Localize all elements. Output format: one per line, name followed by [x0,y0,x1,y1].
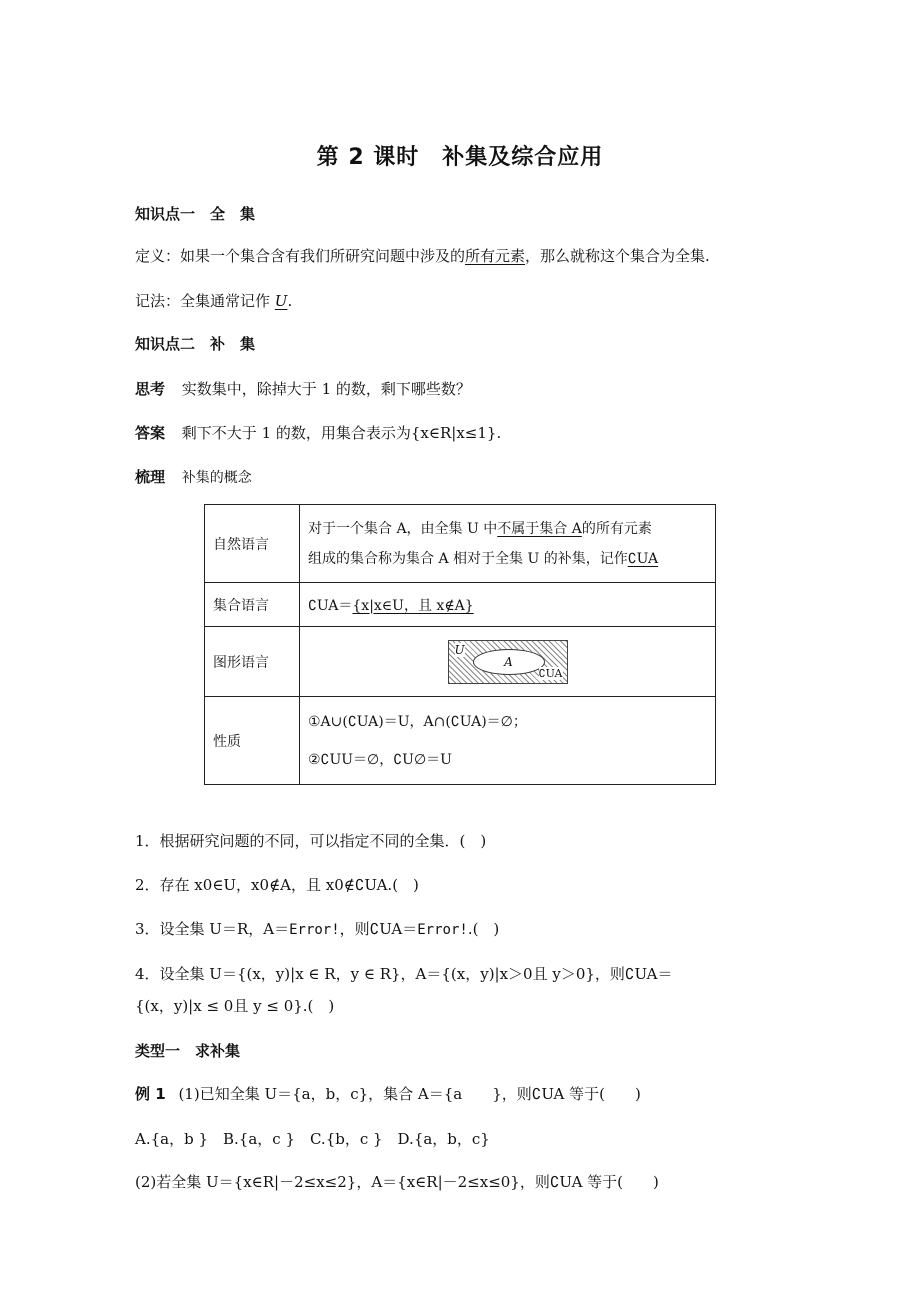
judge-item-1: 1．根据研究问题的不同，可以指定不同的全集．( ) [135,832,487,850]
notation-suffix: . [287,292,293,310]
judge-item-3-prefix: 3．设全集 U＝R，A＝ [135,920,290,938]
table-row [205,627,716,697]
venn-set-ellipse: A [473,649,545,675]
nl-line1-underlined: 不属于集合 A [497,520,582,537]
table-row [205,583,716,627]
definition-underlined: 所有元素 [465,247,526,265]
answer-line [135,422,501,443]
section-heading-complement: 知识点二 补 集 [135,335,256,353]
summary-line [135,466,252,487]
complement-concept-table [204,504,716,785]
judge-item-3-error-2: Error! [417,922,468,938]
think-text: 实数集中，除掉大于 1 的数，剩下哪些数？ [181,380,471,398]
section-heading-universal-set: 知识点一 全 集 [135,205,256,223]
example-label: 例 1 [135,1085,166,1103]
think-line [135,378,471,399]
definition-prefix: 定义：如果一个集合含有我们所研究问题中涉及的 [135,247,466,265]
row-label-properties: 性质 [205,697,300,785]
venn-diagram [448,640,568,684]
table-row [205,505,716,583]
notation-underlined: U [274,292,288,310]
nl-line1-suffix: 的所有元素 [581,520,652,537]
set-language-cell [300,583,716,627]
section-heading-type-1: 类型一 求补集 [135,1042,241,1060]
judge-item-4-line-1: 4．设全集 U＝{(x，y)|x ∈ R，y ∈ R}，A＝{(x，y)|x＞0且 y＞0}，则∁UA＝ [135,965,673,983]
answer-label: 答案 [135,424,166,442]
page-title: 第 2 课时 补集及综合应用 [316,145,604,170]
row-label-graphical-language: 图形语言 [205,627,300,697]
natural-language-line-1 [308,514,707,544]
graphical-language-cell [300,627,716,697]
nl-line1-prefix: 对于一个集合 A，由全集 U 中 [308,520,498,537]
notation-line [135,290,292,311]
answer-text: 剩下不大于 1 的数，用集合表示为{x∈R|x≤1}. [181,424,502,442]
question-2-text: (2)若全集 U＝{x∈R|－2≤x≤2}，A＝{x∈R|－2≤x≤0}，则∁UA 等于( ) [135,1173,659,1191]
property-line-2: ②∁UU＝∅，∁U∅＝U [308,751,452,768]
natural-language-cell [300,505,716,583]
judge-item-4-line-2: {(x，y)|x ≤ 0且 y ≤ 0}.( ) [135,997,335,1015]
set-language-prefix: ∁UA＝ [308,597,353,614]
judge-item-3-error-1: Error! [289,922,340,938]
property-line-1: ①A∪(∁UA)＝U，A∩(∁UA)＝∅； [308,713,527,730]
venn-universe-label: U [454,642,465,657]
judge-item-3-end: .( ) [467,920,500,938]
judge-item-3 [135,918,499,939]
table-row [205,697,716,785]
question-1-options: A.{a，b } B.{a，c } C.{b，c } D.{a，b，c} [135,1130,490,1148]
row-label-set-language: 集合语言 [205,583,300,627]
definition-line [135,245,710,266]
question-1-text: (1)已知全集 U＝{a，b，c}，集合 A＝{a }，则∁UA 等于( ) [178,1085,641,1103]
judge-item-2: 2．存在 x0∈U，x0∉A，且 x0∉∁UA.( ) [135,876,419,894]
summary-label: 梳理 [135,468,166,486]
properties-cell [300,697,716,785]
nl-line2-underlined: ∁UA [627,550,659,567]
summary-text: 补集的概念 [181,470,252,486]
notation-prefix: 记法：全集通常记作 [135,292,271,310]
judge-item-3-mid: ，则∁UA＝ [339,920,418,938]
think-label: 思考 [135,380,166,398]
venn-complement-label: ∁UA [538,666,563,680]
row-label-natural-language: 自然语言 [205,505,300,583]
example-1-question-1 [135,1083,641,1104]
natural-language-line-2 [308,544,707,574]
nl-line2-prefix: 组成的集合称为集合 A 相对于全集 U 的补集，记作 [308,550,628,567]
definition-suffix: ，那么就称这个集合为全集. [525,247,710,265]
set-language-underlined: {x|x∈U，且 x∉A} [352,597,474,614]
